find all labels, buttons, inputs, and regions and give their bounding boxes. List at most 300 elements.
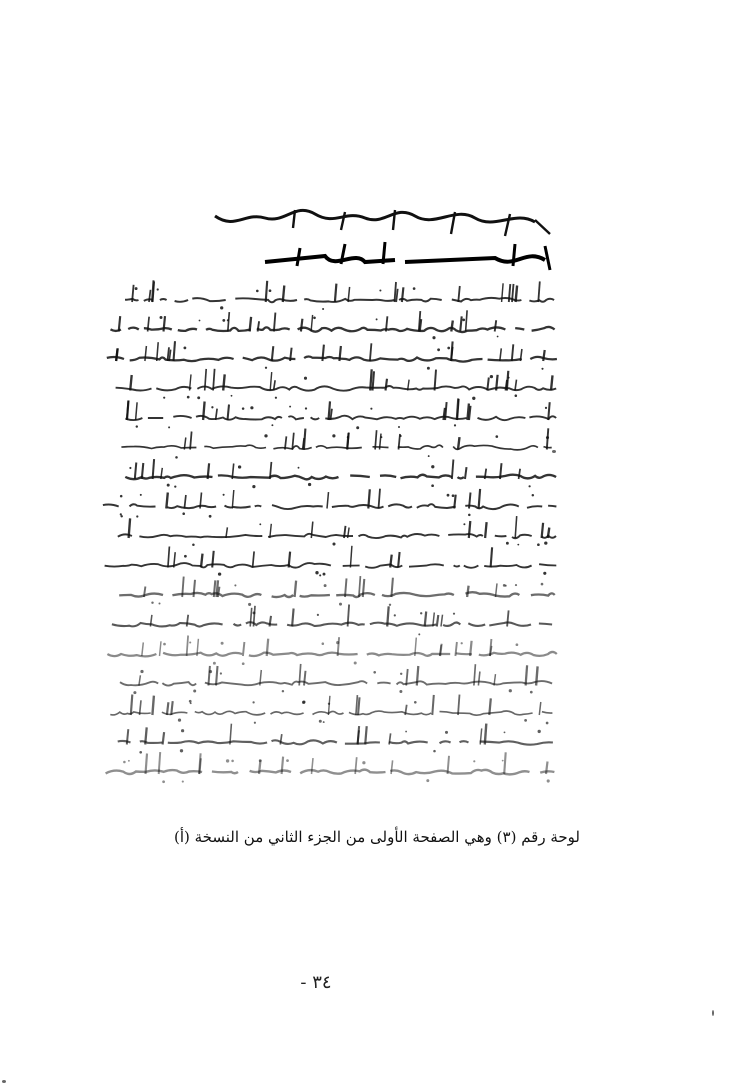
manuscript-line: [112, 622, 552, 626]
manuscript-stroke: [548, 528, 550, 538]
manuscript-dot: [163, 643, 166, 646]
manuscript-stroke: [451, 341, 453, 361]
manuscript-line: [121, 445, 551, 450]
manuscript-dot: [190, 702, 192, 704]
manuscript-dot: [221, 642, 224, 645]
manuscript-dot: [317, 614, 319, 616]
manuscript-dot: [151, 601, 153, 603]
manuscript-dot: [462, 319, 465, 322]
manuscript-dot: [231, 395, 233, 397]
manuscript-dot: [209, 515, 212, 518]
manuscript-dot: [282, 690, 284, 692]
manuscript-dot: [546, 722, 549, 725]
manuscript-dot: [315, 571, 318, 574]
manuscript-stroke: [174, 341, 176, 361]
manuscript-dot: [356, 426, 359, 429]
manuscript-stroke: [301, 319, 303, 332]
manuscript-dot: [162, 780, 165, 783]
manuscript-dot: [128, 760, 130, 762]
manuscript-line: [103, 504, 557, 509]
manuscript-dot: [332, 434, 335, 437]
manuscript-stroke: [339, 346, 341, 361]
manuscript-dot: [394, 614, 396, 616]
manuscript-dot: [544, 541, 547, 544]
manuscript-dot: [252, 701, 254, 703]
manuscript-dot: [167, 484, 170, 487]
manuscript-stroke: [390, 555, 392, 568]
manuscript-dot: [298, 467, 300, 469]
manuscript-stroke: [485, 522, 487, 538]
manuscript-stroke: [516, 286, 518, 303]
manuscript-dot: [427, 367, 430, 370]
manuscript-stroke: [458, 695, 460, 715]
manuscript-dot: [405, 731, 407, 733]
manuscript-stroke: [386, 379, 388, 391]
manuscript-dot: [495, 435, 498, 438]
manuscript-stroke: [311, 315, 313, 332]
manuscript-dot: [524, 719, 527, 722]
page-number: - ٣٤: [300, 972, 332, 993]
manuscript-dot: [136, 425, 138, 427]
manuscript-stroke: [129, 518, 131, 538]
manuscript-stroke: [489, 698, 491, 715]
manuscript-dot: [271, 424, 273, 426]
manuscript-dot: [313, 316, 316, 319]
manuscript-line: [116, 386, 557, 391]
manuscript-dot: [453, 613, 455, 615]
manuscript-dot: [414, 701, 417, 704]
manuscript-stroke: [145, 727, 147, 744]
margin-mark: [552, 450, 556, 453]
manuscript-stroke: [538, 281, 540, 302]
manuscript-dot: [181, 729, 184, 732]
margin-mark: [2, 1080, 6, 1083]
manuscript-dot: [328, 703, 330, 705]
manuscript-dot: [433, 750, 436, 753]
manuscript-stroke: [116, 348, 118, 361]
manuscript-stroke: [168, 547, 170, 568]
manuscript-stroke: [425, 612, 427, 627]
manuscript-dot: [182, 781, 184, 783]
manuscript-dot: [158, 602, 160, 604]
manuscript-stroke: [292, 609, 294, 627]
manuscript-dot: [545, 407, 547, 409]
manuscript-dot: [139, 751, 142, 754]
manuscript-dot: [398, 426, 400, 428]
manuscript-stroke: [250, 317, 252, 332]
manuscript-stroke: [217, 580, 219, 597]
manuscript-dot: [508, 377, 510, 379]
manuscript-stroke: [127, 400, 129, 420]
manuscript-dot: [547, 779, 550, 782]
manuscript-dot: [517, 544, 519, 546]
manuscript-dot: [354, 661, 357, 664]
manuscript-stroke: [203, 402, 205, 421]
manuscript-stroke: [396, 289, 398, 302]
manuscript-dot: [322, 308, 324, 310]
manuscript-dot: [463, 523, 465, 525]
plate-caption: لوحة رقم (٣) وهي الصفحة الأولى من الجزء الثاني من النسخة (أ): [174, 828, 580, 846]
manuscript-stroke: [358, 726, 360, 744]
manuscript-stroke: [166, 493, 168, 509]
manuscript-dot: [256, 290, 259, 293]
manuscript-stroke: [467, 586, 469, 597]
manuscript-dot: [515, 584, 517, 586]
manuscript-dot: [140, 494, 142, 496]
manuscript-stroke: [274, 313, 276, 332]
manuscript-dot: [226, 759, 229, 762]
manuscript-dot: [506, 542, 509, 545]
manuscript-dot: [129, 467, 131, 469]
manuscript-dot: [546, 436, 549, 439]
manuscript-stroke: [507, 610, 509, 626]
manuscript-dot: [370, 408, 372, 410]
manuscript-dot: [319, 574, 321, 576]
manuscript-dot: [431, 465, 434, 468]
manuscript-stroke: [519, 469, 521, 479]
manuscript-dot: [192, 543, 195, 546]
manuscript-line: [120, 681, 552, 686]
manuscript-dot: [259, 523, 261, 525]
manuscript-dot: [509, 689, 512, 692]
margin-mark: [712, 1010, 714, 1016]
manuscript-line: [118, 534, 556, 538]
manuscript-stroke: [304, 671, 306, 686]
manuscript-stroke: [452, 460, 454, 480]
manuscript-stroke: [228, 405, 230, 421]
manuscript-stroke: [536, 666, 538, 685]
manuscript-image: [95, 200, 565, 820]
manuscript-dot: [197, 396, 200, 399]
manuscript-dot: [452, 494, 455, 497]
manuscript-stroke: [228, 312, 230, 331]
manuscript-dot: [234, 584, 236, 586]
manuscript-stroke: [546, 762, 548, 775]
manuscript-dot: [468, 514, 471, 517]
manuscript-dot: [269, 289, 272, 292]
manuscript-stroke: [358, 697, 360, 715]
manuscript-dot: [264, 434, 267, 437]
manuscript-dot: [120, 495, 123, 498]
manuscript-dot: [218, 572, 221, 575]
manuscript-stroke: [160, 641, 162, 656]
manuscript-dot: [319, 720, 322, 723]
manuscript-stroke: [243, 642, 245, 656]
manuscript-stroke: [458, 437, 460, 449]
manuscript-dot: [183, 346, 186, 349]
manuscript-stroke: [539, 702, 541, 715]
manuscript-dot: [182, 512, 185, 515]
manuscript-stroke: [379, 489, 381, 509]
manuscript-stroke: [164, 316, 166, 331]
manuscript-stroke: [432, 695, 434, 715]
manuscript-dot: [362, 761, 365, 764]
manuscript-dot: [497, 336, 499, 338]
manuscript-dot: [541, 583, 544, 586]
manuscript-dot: [379, 289, 381, 291]
manuscript-dot: [302, 700, 305, 703]
manuscript-stroke: [171, 701, 173, 715]
manuscript-stroke: [187, 615, 189, 627]
manuscript-dot: [447, 347, 450, 350]
manuscript-stroke: [391, 760, 393, 774]
manuscript-stroke: [142, 642, 144, 656]
manuscript-dot: [222, 319, 225, 322]
manuscript-dot: [220, 672, 222, 674]
manuscript-dot: [437, 348, 440, 351]
manuscript-dot: [286, 759, 289, 762]
manuscript-dot: [516, 643, 519, 646]
manuscript-dot: [472, 397, 475, 400]
manuscript-stroke: [487, 378, 489, 391]
manuscript-dot: [543, 572, 546, 575]
manuscript-dot: [275, 397, 277, 399]
manuscript-dot: [400, 435, 402, 437]
manuscript-dot: [259, 759, 262, 762]
manuscript-line: [118, 740, 553, 744]
manuscript-dot: [189, 641, 191, 643]
manuscript-stroke: [194, 580, 196, 597]
manuscript-dot: [347, 436, 349, 438]
manuscript-stroke: [184, 495, 186, 509]
manuscript-stroke: [542, 523, 544, 538]
manuscript-dot: [389, 604, 391, 606]
manuscript-dot: [332, 542, 335, 545]
manuscript-dot: [174, 485, 176, 487]
manuscript-dot: [504, 731, 506, 733]
manuscript-dot: [305, 407, 307, 409]
manuscript-stroke: [526, 665, 528, 685]
manuscript-dot: [336, 641, 339, 644]
manuscript-stroke: [485, 724, 487, 745]
manuscript-line: [111, 327, 555, 332]
manuscript-dot: [376, 318, 378, 320]
manuscript-stroke: [479, 489, 481, 509]
manuscript-dot: [242, 662, 245, 665]
manuscript-dot: [289, 406, 291, 408]
manuscript-stroke: [515, 380, 517, 391]
manuscript-stroke: [312, 758, 314, 774]
manuscript-stroke: [515, 516, 517, 538]
manuscript-dot: [213, 662, 216, 665]
manuscript-dot: [454, 424, 456, 426]
manuscript-stroke: [152, 696, 154, 715]
manuscript-stroke: [130, 375, 132, 391]
manuscript-stroke: [441, 615, 443, 627]
manuscript-stroke: [370, 343, 372, 361]
manuscript-dot: [189, 700, 192, 703]
manuscript-dot: [178, 718, 181, 721]
manuscript-stroke: [329, 401, 331, 420]
manuscript-dot: [447, 494, 450, 497]
manuscript-stroke: [478, 672, 480, 686]
manuscript-stroke: [458, 286, 460, 302]
manuscript-stroke: [295, 581, 297, 597]
manuscript-dot: [537, 543, 540, 546]
manuscript-dot: [530, 691, 533, 694]
manuscript-dot: [473, 760, 475, 762]
manuscript-dot: [426, 779, 429, 782]
manuscript-dot: [323, 721, 325, 723]
manuscript-stroke: [335, 284, 337, 302]
manuscript-dot: [223, 494, 225, 496]
manuscript-stroke: [398, 552, 400, 568]
manuscript-dot: [445, 731, 448, 734]
manuscript-dot: [220, 306, 223, 309]
manuscript-stroke: [131, 695, 133, 716]
manuscript-stroke: [282, 757, 284, 774]
manuscript-dot: [304, 377, 307, 380]
manuscript-dot: [538, 730, 541, 733]
manuscript-dot: [253, 611, 256, 614]
manuscript-dot: [420, 612, 422, 614]
manuscript-dot: [242, 407, 245, 410]
manuscript-stroke: [504, 752, 506, 774]
manuscript-stroke: [451, 321, 453, 332]
manuscript-stroke: [356, 695, 358, 715]
manuscript-dot: [308, 483, 311, 486]
manuscript-stroke: [223, 374, 225, 390]
manuscript-dot: [175, 456, 178, 459]
manuscript-dot: [541, 368, 543, 370]
manuscript-stroke: [201, 554, 203, 568]
manuscript-dot: [248, 603, 251, 606]
manuscript-handwriting: [95, 200, 565, 820]
manuscript-stroke: [214, 580, 216, 597]
manuscript-stroke: [502, 283, 504, 302]
manuscript-stroke: [500, 348, 502, 361]
manuscript-stroke: [465, 467, 467, 479]
manuscript-dot: [211, 406, 213, 408]
manuscript-stroke: [146, 754, 148, 775]
manuscript-stroke: [167, 702, 169, 715]
manuscript-dot: [490, 375, 493, 378]
manuscript-dot: [323, 573, 326, 576]
manuscript-dot: [400, 673, 402, 675]
manuscript-stroke: [139, 675, 141, 685]
manuscript-line: [110, 711, 552, 715]
manuscript-stroke: [469, 521, 471, 538]
manuscript-stroke: [208, 463, 210, 479]
manuscript-dot: [428, 455, 430, 457]
manuscript-stroke: [163, 732, 165, 744]
manuscript-stroke: [417, 666, 419, 686]
manuscript-line: [118, 416, 556, 420]
manuscript-stroke: [327, 492, 329, 508]
manuscript-stroke: [250, 608, 252, 627]
manuscript-dot: [339, 603, 342, 606]
manuscript-stroke: [136, 402, 138, 420]
manuscript-dot: [133, 691, 136, 694]
manuscript-stroke: [135, 463, 137, 480]
manuscript-dot: [180, 749, 183, 752]
manuscript-stroke: [454, 495, 456, 509]
manuscript-dot: [380, 436, 382, 438]
manuscript-stroke: [216, 666, 218, 686]
manuscript-dot: [502, 760, 504, 762]
manuscript-dot: [413, 287, 416, 290]
manuscript-dot: [532, 494, 534, 496]
manuscript-dot: [140, 670, 143, 673]
manuscript-stroke: [402, 287, 404, 302]
manuscript-stroke: [496, 375, 498, 391]
manuscript-dot: [515, 394, 518, 397]
manuscript-dot: [373, 671, 376, 674]
manuscript-stroke: [142, 463, 144, 479]
manuscript-dot: [135, 287, 138, 290]
manuscript-dot: [324, 584, 327, 587]
manuscript-stroke: [470, 641, 472, 656]
manuscript-dot: [157, 288, 159, 290]
manuscript-dot: [265, 367, 267, 369]
manuscript-stroke: [289, 552, 291, 568]
manuscript-stroke: [543, 350, 545, 361]
manuscript-dot: [187, 396, 190, 399]
manuscript-stroke: [370, 369, 372, 390]
manuscript-dot: [418, 633, 420, 635]
manuscript-dot: [505, 585, 507, 587]
manuscript-dot: [123, 761, 126, 764]
manuscript-dot: [184, 555, 187, 558]
manuscript-stroke: [267, 639, 269, 656]
manuscript-line: [119, 592, 555, 597]
manuscript-stroke: [187, 636, 189, 657]
manuscript-stroke: [270, 372, 272, 390]
manuscript-line: [105, 563, 557, 568]
manuscript-dot: [431, 484, 434, 487]
manuscript-stroke: [460, 316, 462, 331]
manuscript-dot: [399, 690, 402, 693]
manuscript-stroke: [119, 316, 121, 331]
manuscript-stroke: [512, 344, 514, 361]
manuscript-dot: [528, 485, 530, 487]
manuscript-line: [114, 475, 556, 480]
manuscript-dot: [227, 319, 229, 321]
manuscript-stroke: [208, 666, 210, 686]
manuscript-dot: [250, 406, 253, 409]
manuscript-stroke: [350, 546, 352, 568]
manuscript-stroke: [365, 726, 367, 744]
manuscript-stroke: [387, 606, 389, 626]
manuscript-dot: [209, 670, 212, 673]
manuscript-dot: [238, 465, 241, 468]
manuscript-dot: [254, 722, 256, 724]
manuscript-stroke: [495, 320, 497, 331]
manuscript-dot: [163, 397, 165, 399]
manuscript-dot: [322, 642, 325, 645]
manuscript-dot: [136, 515, 138, 517]
manuscript-dot: [120, 515, 122, 517]
manuscript-stroke: [466, 310, 468, 331]
manuscript-stroke: [145, 346, 147, 361]
manuscript-dot: [432, 336, 435, 339]
manuscript-dot: [231, 760, 234, 763]
manuscript-stroke: [437, 615, 439, 627]
manuscript-stroke: [283, 286, 285, 303]
manuscript-dot: [160, 316, 163, 319]
manuscript-dot: [252, 485, 255, 488]
manuscript-stroke: [253, 551, 255, 567]
manuscript-stroke: [232, 490, 234, 509]
manuscript-stroke: [368, 489, 370, 508]
manuscript-line: [106, 770, 555, 775]
manuscript-stroke: [551, 375, 553, 390]
manuscript-stroke: [272, 346, 274, 361]
manuscript-stroke: [266, 281, 268, 302]
manuscript-dot: [461, 642, 463, 644]
manuscript-dot: [168, 426, 170, 428]
manuscript-dot: [193, 690, 196, 693]
